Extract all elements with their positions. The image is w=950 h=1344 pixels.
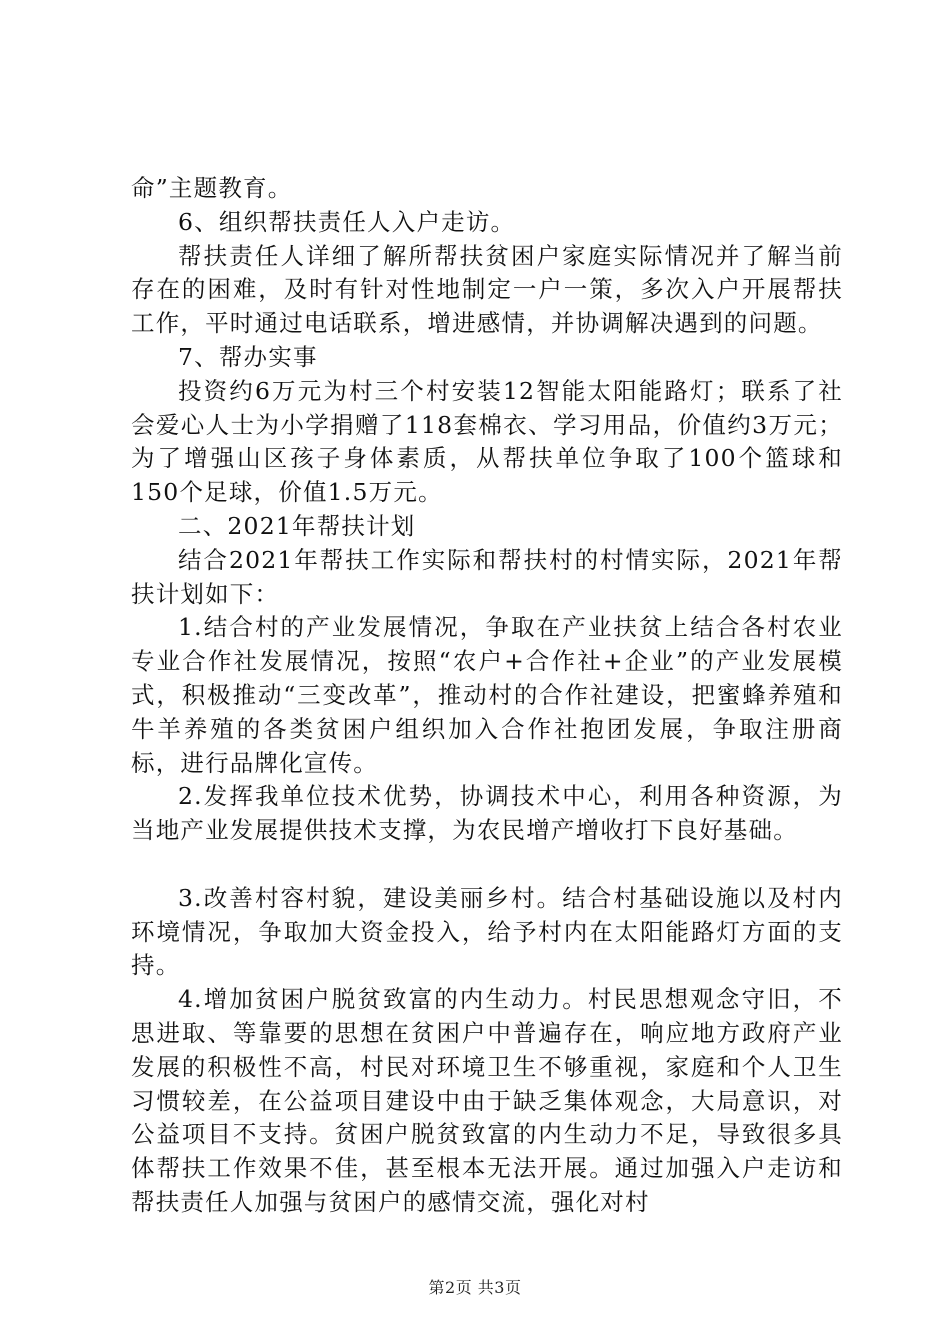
plan-item-3: 3.改善村容村貌，建设美丽乡村。结合村基础设施以及村内环境情况，争取加大资金投入，给予村内在太阳能路灯方面的支持。	[131, 883, 843, 980]
section-heading-plan: 二、2021年帮扶计划	[178, 511, 416, 540]
plan-item-1: 1.结合村的产业发展情况，争取在产业扶贫上结合各村农业专业合作社发展情况，按照“农户+合作社+企业”的产业发展模式，积极推动“三变改革”，推动村的合作社建设，把蜜蜂养殖和牛羊养殖的各类贫困户组织加入合作社抱团发展，争取注册商标，进行品牌化宣传。	[131, 613, 843, 777]
page-number-footer: 第2页 共3页	[428, 1278, 522, 1297]
paragraph-gap	[131, 848, 843, 882]
section-heading-6: 6、组织帮扶责任人入户走访。	[178, 207, 516, 236]
section-heading-7: 7、帮办实事	[178, 342, 318, 371]
document-body	[131, 172, 843, 1220]
plan-item-2: 2.发挥我单位技术优势，协调技术中心，利用各种资源，为当地产业发展提供技术支撑，为农民增产增收打下良好基础。	[131, 782, 843, 845]
paragraph-plan-intro: 结合2021年帮扶工作实际和帮扶村的村情实际，2021年帮扶计划如下：	[131, 545, 843, 608]
plan-item-4: 4.增加贫困户脱贫致富的内生动力。村民思想观念守旧，不思进取、等靠要的思想在贫困户中普遍存在，响应地方政府产业发展的积极性不高，村民对环境卫生不够重视，家庭和个人卫生习惯较差，在公益项目建设中由于缺乏集体观念，大局意识，对公益项目不支持。贫困户脱贫致富的内生动力不足，导致很多具体帮扶工作效果不佳，甚至根本无法开展。通过加强入户走访和帮扶责任人加强与贫困户的感情交流，强化对村	[131, 985, 843, 1216]
paragraph-continuation: 命”主题教育。	[131, 174, 293, 202]
paragraph-practical-affairs: 投资约6万元为村三个村安装12智能太阳能路灯；联系了社会爱心人士为小学捐赠了118套棉衣、学习用品，价值约3万元；为了增强山区孩子身体素质，从帮扶单位争取了100个篮球和150个足球，价值1.5万元。	[131, 376, 843, 507]
paragraph-visits: 帮扶责任人详细了解所帮扶贫困户家庭实际情况并了解当前存在的困难，及时有针对性地制定一户一策，多次入户开展帮扶工作，平时通过电话联系，增进感情，并协调解决遇到的问题。	[131, 241, 843, 338]
